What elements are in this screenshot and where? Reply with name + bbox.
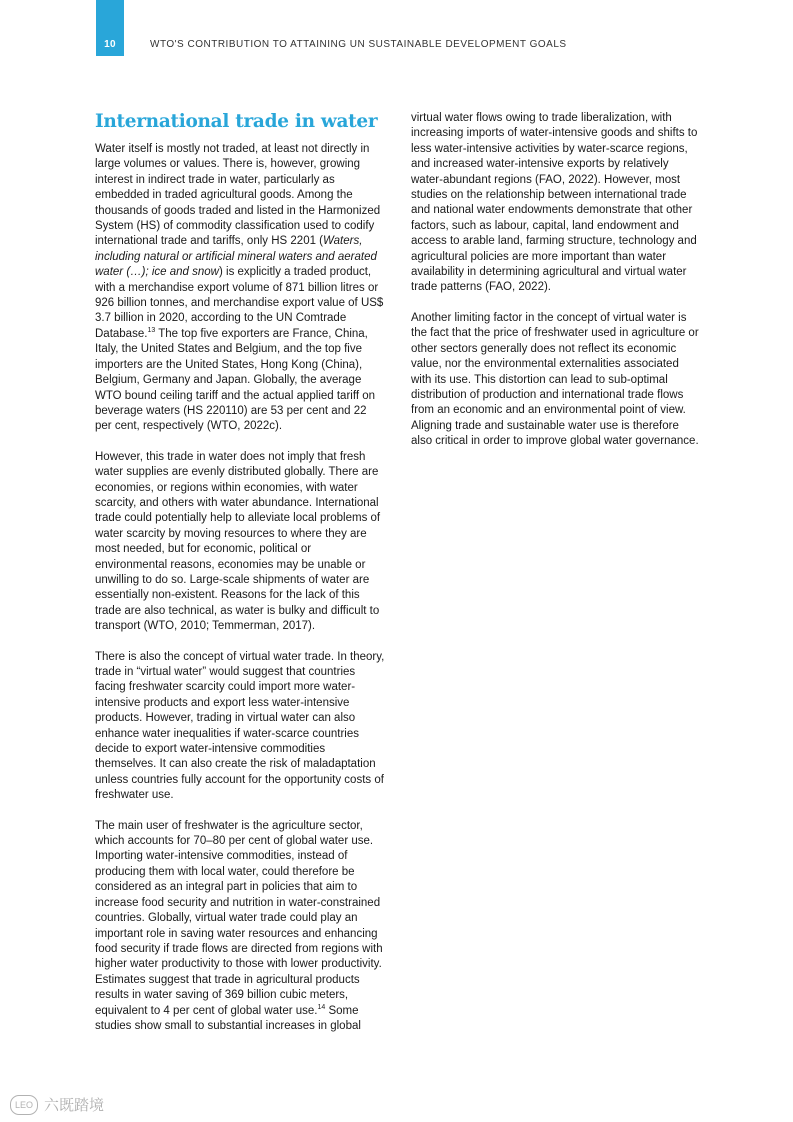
left-column <box>95 111 385 1049</box>
paragraph-5: virtual water flows owing to trade liberalization, with increasing imports of water-intensive goods and shifts to less water-intensive activities by water-scarce regions, and increased water-intensive exports by relatively water-abundant regions (FAO, 2022). However, most studies on the relationship between international trade and national water endowments demonstrate that other factors, such as labour, capital, land endowment and access to arable land, farming structure, technology and agricultural policies are more important than water availability in determining agricultural and virtual water trade patterns (FAO, 2022). <box>411 112 698 294</box>
section-heading: International trade in water <box>95 111 378 132</box>
paragraph-1-text-a: Water itself is mostly not traded, at least not directly in large volumes or values. There is, however, growing interest in indirect trade in water, particularly as embedded in traded agricultural goods. Among the thousands of goods traded and listed in the Harmonized System (HS) of commodity classification used to codify international trade and tariffs, only HS 2201 ( <box>95 143 381 248</box>
paragraph-3: There is also the concept of virtual water trade. In theory, trade in “virtual water” would suggest that countries facing freshwater scarcity could import more water-intensive products and export less water-intensive products. However, trading in virtual water can also enhance water inequalities if water-scarce countries decide to export water-intensive commodities themselves. It can also create the risk of maladaptation unless countries fully account for the opportunity costs of freshwater use. <box>95 650 385 802</box>
watermark <box>10 1094 104 1115</box>
paragraph-2: However, this trade in water does not imply that fresh water supplies are evenly distributed globally. There are economies, or regions within economies, with water scarcity, and others with water abundance. International trade could potentially help to alleviate local problems of water scarcity by moving resources to where they are most needed, but for economic, political or environmental reasons, economies may be unable or unwilling to do so. Large-scale shipments of water are essentially non-existent. Reasons for the lack of this trade are also technical, as water is bulky and difficult to transport (WTO, 2010; Temmerman, 2017). <box>95 450 381 633</box>
paragraph-1-text-b: ) is explicitly a traded product, with a merchandise export volume of 871 billion litres or 926 billion tonnes, and merchandise export value of US$ 3.7 billion in 2020, according to the UN Comtrade Database. <box>95 266 384 340</box>
running-header: WTO'S CONTRIBUTION TO ATTAINING UN SUSTAINABLE DEVELOPMENT GOALS <box>150 39 567 50</box>
paragraph-1-italic: Waters, including natural or artificial mineral waters and aerated water (…); ice and snow <box>95 235 377 279</box>
footnote-ref-14[interactable]: 14 <box>317 1003 326 1011</box>
page-number-tab <box>96 0 124 56</box>
watermark-label: 六既踏境 <box>44 1097 105 1114</box>
watermark-logo-icon: LEO <box>10 1095 38 1115</box>
paragraph-6: Another limiting factor in the concept of virtual water is the fact that the price of freshwater used in agriculture or other sectors generally does not reflect its economic value, nor the environmental externalities associated with its use. This distortion can lead to sub-optimal distribution of production and international trade flows from an economic and an environmental point of view. Aligning trade and sustainable water use is therefore also critical in order to improve global water governance. <box>411 311 699 448</box>
paragraph-4-text-a: The main user of freshwater is the agriculture sector, which accounts for 70–80 per cent of global water use. Importing water-intensive commodities, instead of producing them with local water, could therefore be considered as an integral part in policies that aim to increase food security and nutrition in water-constrained countries. Globally, virtual water trade could play an important role in saving water resources and enhancing food security if trade flows are directed from regions with higher water productivity to those with lower productivity. Estimates suggest that trade in agricultural products results in water saving of 369 billion cubic meters, equivalent to 4 per cent of global water use. <box>95 819 383 1017</box>
right-column <box>411 111 701 465</box>
paragraph-4-text-b: Some studies show small to substantial increases in global <box>95 1004 361 1032</box>
paragraph-4 <box>95 819 385 1035</box>
paragraph-1-text-c: The top five exporters are France, China, Italy, the United States and Belgium, and the top five importers are the United States, Hong Kong (China), Belgium, Germany and Japan. Globally, the average WTO bound ceiling tariff and the actual applied tariff on beverage waters (HS 220110) are 53 per cent and 22 per cent, respectively (WTO, 2022c). <box>95 327 376 433</box>
paragraph-1 <box>95 142 385 435</box>
footnote-ref-13[interactable]: 13 <box>147 327 156 335</box>
page-number: 10 <box>104 39 116 50</box>
